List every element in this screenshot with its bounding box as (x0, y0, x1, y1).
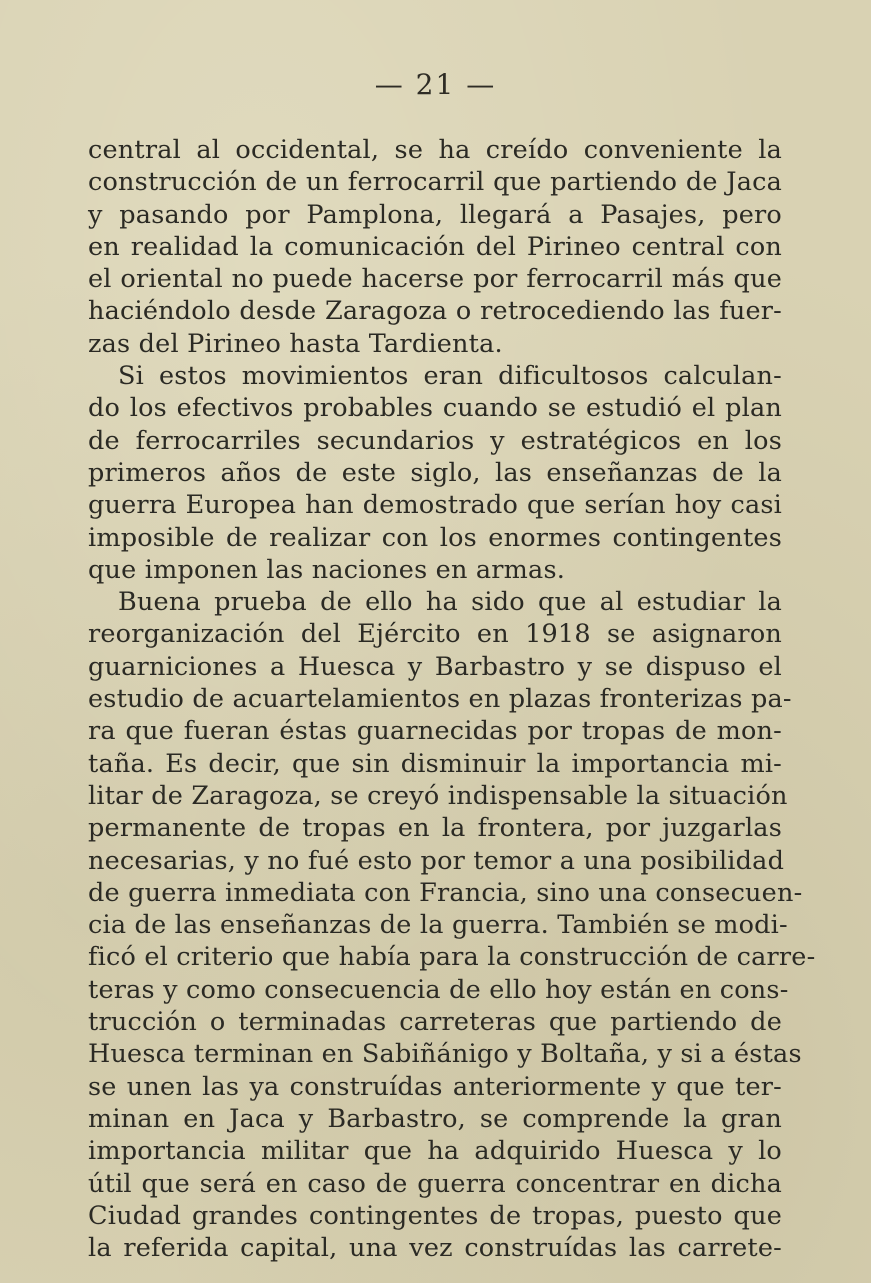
text-line: se unen las ya construídas anteriormente y que ter- (88, 1071, 782, 1102)
text-line: la referida capital, una vez construídas las carrete- (88, 1233, 782, 1264)
text-line: guerra Europea han demostrado que serían hoy casi (88, 490, 782, 521)
text-line: que imponen las naciones en armas. (88, 554, 566, 585)
text-line: necesarias, y no fué esto por temor a una posibilidad (88, 845, 785, 876)
text-line: minan en Jaca y Barbastro, se comprende la gran (88, 1103, 782, 1134)
text-line: primeros años de este siglo, las enseñanzas de la (88, 457, 782, 488)
text-line: de guerra inmediata con Francia, sino una consecuen- (88, 877, 803, 908)
text-line: cia de las enseñanzas de la guerra. También se modi- (88, 910, 788, 941)
text-line: litar de Zaragoza, se creyó indispensable la situación (88, 780, 788, 811)
text-line: útil que será en caso de guerra concentrar en dicha (88, 1168, 782, 1199)
text-line: Buena prueba de ello ha sido que al estudiar la (118, 587, 782, 618)
text-line: Huesca terminan en Sabiñánigo y Boltaña, y si a éstas (88, 1039, 802, 1070)
text-line: central al occidental, se ha creído conveniente la (88, 135, 782, 165)
page-number: — 21 — (374, 68, 497, 101)
text-line: importancia militar que ha adquirido Huesca y lo (88, 1136, 782, 1167)
text-line: estudio de acuartelamientos en plazas fronterizas pa- (88, 684, 792, 715)
text-line: zas del Pirineo hasta Tardienta. (88, 328, 503, 359)
text-line: taña. Es decir, que sin disminuir la importancia mi- (88, 748, 782, 779)
text-line: el oriental no puede hacerse por ferrocarril más que (88, 264, 782, 295)
text-line: en realidad la comunicación del Pirineo central con (88, 231, 782, 262)
text-line: teras y como consecuencia de ello hoy están en cons- (88, 974, 789, 1005)
text-line: construcción de un ferrocarril que partiendo de Jaca (88, 167, 782, 198)
text-line: imposible de realizar con los enormes contingentes (88, 522, 782, 553)
text-line: reorganización del Ejército en 1918 se asignaron (88, 619, 782, 650)
text-line: guarniciones a Huesca y Barbastro y se dispuso el (88, 651, 782, 682)
text-line: haciéndolo desde Zaragoza o retrocediendo las fuer- (88, 296, 782, 327)
text-line: do los efectivos probables cuando se estudió el plan (88, 393, 782, 424)
text-line: de ferrocarriles secundarios y estratégicos en los (88, 425, 782, 456)
text-line: ficó el criterio que había para la construcción de carre- (88, 942, 816, 973)
text-line: Ciudad grandes contingentes de tropas, puesto que (88, 1200, 782, 1231)
text-line: Si estos movimientos eran dificultosos calculan- (118, 361, 782, 392)
text-line: ra que fueran éstas guarnecidas por tropas de mon- (88, 716, 782, 747)
text-line: y pasando por Pamplona, llegará a Pasajes, pero (88, 199, 782, 230)
body-text (88, 134, 816, 1264)
text-line: trucción o terminadas carreteras que partiendo de (88, 1007, 782, 1038)
text-line: permanente de tropas en la frontera, por juzgarlas (88, 813, 782, 844)
